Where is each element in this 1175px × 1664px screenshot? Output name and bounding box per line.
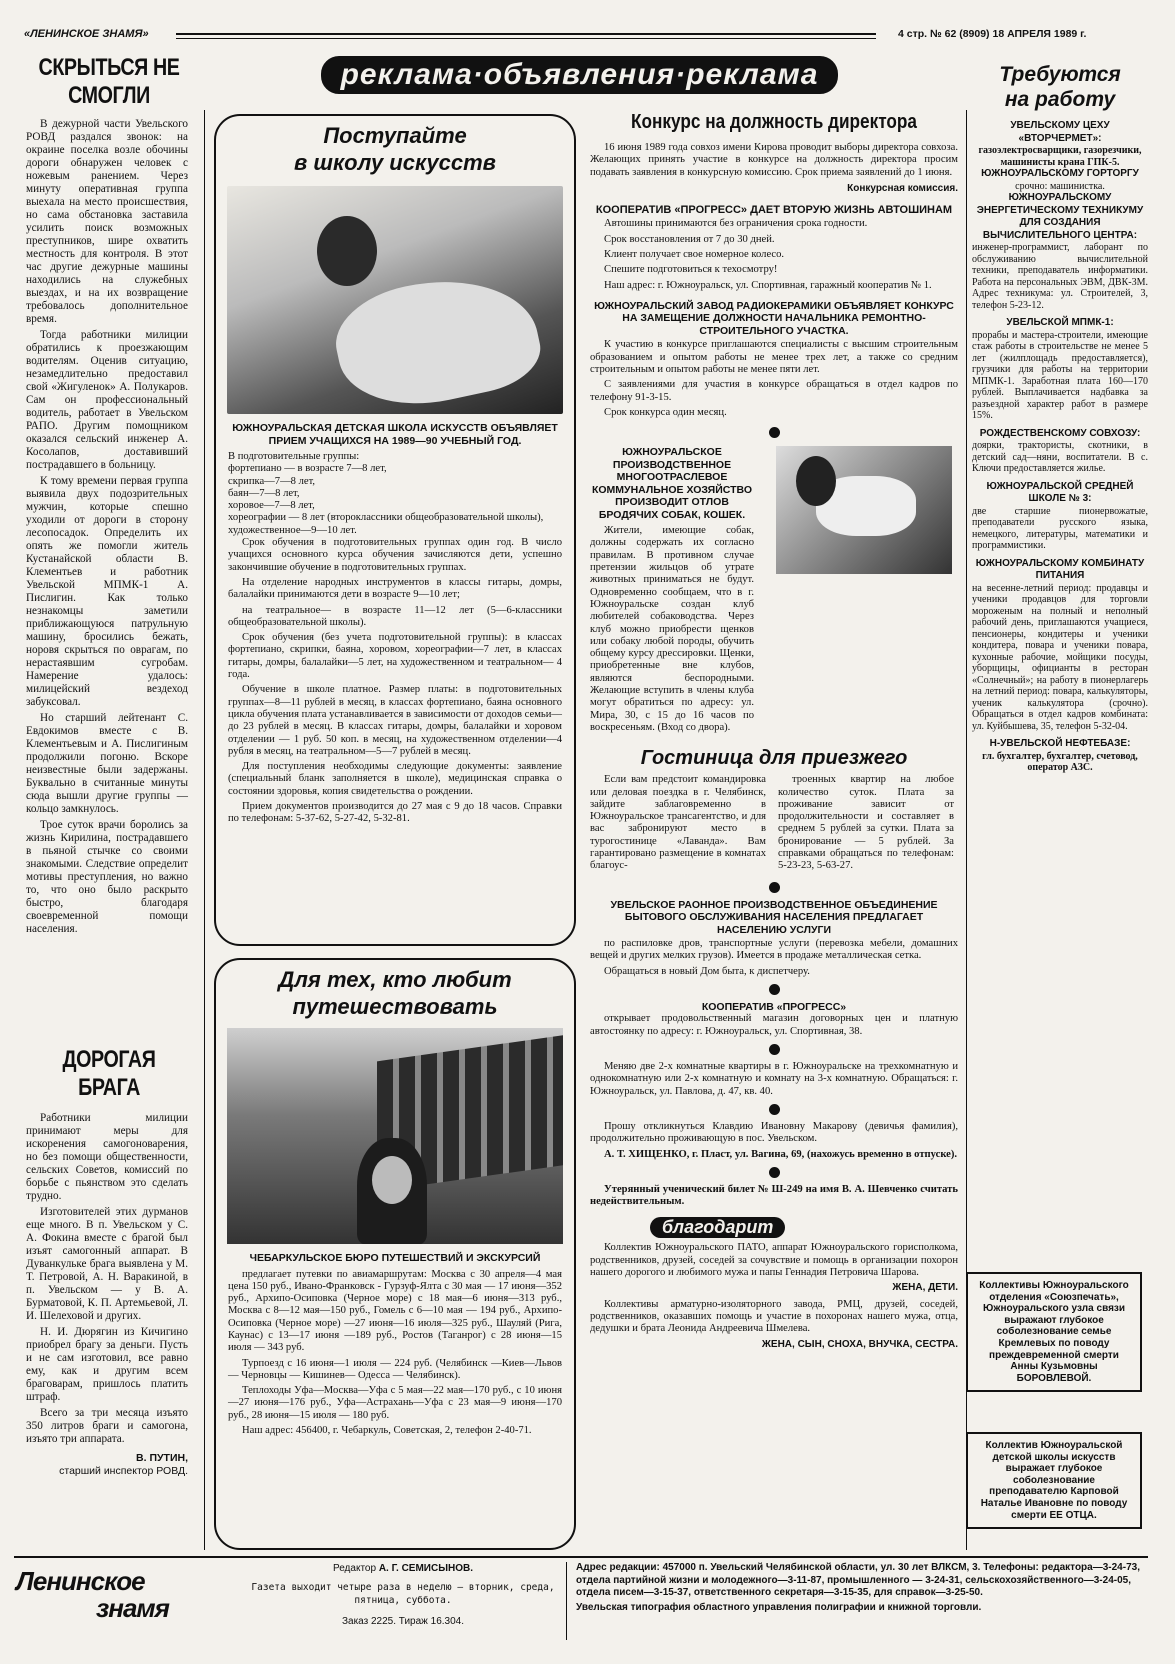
job-block <box>972 168 1148 192</box>
dancer-figure-head <box>317 216 377 286</box>
job-head: УВЕЛЬСКОЙ МПМК-1: <box>1006 317 1114 328</box>
article-body-braga <box>26 1112 188 1478</box>
job-block <box>972 738 1148 774</box>
art-school-headline: ЮЖНОУРАЛЬСКАЯ ДЕТСКАЯ ШКОЛА ИСКУССТВ ОБЪЯВЛЯЕТ ПРИЕМ УЧАЩИХСЯ НА 1989—90 УЧЕБНЫЙ ГОД. <box>232 422 558 447</box>
line: С заявлениями для участия в конкурсе обращаться в отдел кадров по телефону 91-3-15. <box>590 379 958 403</box>
art-school-title-1: Поступайте <box>323 123 467 148</box>
dog-photo <box>776 446 952 574</box>
thanks2: Коллективы арматурно-изоляторного завода, РМЦ, друзей, соседей, родственников, оказавших помощь и участие в похоронах нашего мужа, отца, дедушки и брата Леонида Андреевича Шмелева. <box>590 1298 958 1335</box>
paragraph: К тому времени первая группа выявила двух подозрительных мужчин, которые спешно уходили от дороги в сторону лесопосадок. Определить их опять же помогли житель Кустанайской области В. Клементьев и работник Увельской МПМК-1 А. Пислигин. Как только незнакомцы заметили приближающуюся патрульную машину, бросились бежать, норовя скрыться по оврагам, по нерастаявшим сугробам. Намерение удалось: милицейский вездеход забуксовал. <box>26 475 188 708</box>
paragraph: Тогда работники милиции обратились к проезжающим водителям. Оценив ситуацию, незамедлительно предоставил свой «Жигуленок» А. Полукаров. Сам он профессиональный водитель, работает в Увельском РАПО. Другим помощником оказался сельский инженер А. Косолапов, доставивший пострадавшего в больницу. <box>26 329 188 471</box>
separator-dot <box>769 427 780 438</box>
logo-line-2: знамя <box>96 1593 169 1623</box>
dogs-text: Жители, имеющие собак, должны содержать их согласно правилам. В противном случае претензии жильцов об утрате животных приниматься не будут. Одновременно сообщаем, что в г. Южноуральске создан клуб любителей собаководства. Через клуб можно приобрести щенков или собаку любой породы, обучить общему курсу дрессировки. Щенки, приобретенные вне клубов, являются беспородными. Желающие вступить в члены клуба могут обратиться по адресу: ул. Мира, 30, с 15 до 16 часов по воскресеньям. (Вход со двора). <box>590 525 754 733</box>
editor-name: А. Г. СЕМИСЫНОВ. <box>378 1563 473 1574</box>
job-head: ЮЖНОУРАЛЬСКОМУ ГОРТОРГУ <box>981 168 1139 179</box>
line: художественное—9—10 лет. <box>228 524 357 536</box>
search-text: Прошу откликнуться Клавдию Ивановну Макарову (девичья фамилия), продолжительно проживающую в пос. Увельском. <box>590 1120 958 1145</box>
line: Автошины принимаются без ограничения срока годности. <box>604 218 868 230</box>
services-text2: Обращаться в новый Дом быта, к диспетчеру. <box>604 965 810 977</box>
paragraph: Работники милиции принимают меры для искоренения самогоноварения, но без помощи общественности, сельских Советов, комиссий по борьбе с пьянством это сделать трудно. <box>26 1112 188 1202</box>
contest-title: Конкурс на должность директора <box>630 111 918 133</box>
dog-head <box>796 456 836 506</box>
job-block <box>972 317 1148 422</box>
footer-editor <box>250 1562 556 1628</box>
signature-role: старший инспектор РОВД. <box>59 1465 188 1477</box>
article-body-skrytsya <box>26 118 188 939</box>
traveler-face <box>372 1156 412 1204</box>
job-head: УВЕЛЬСКОМУ ЦЕХУ «ВТОРЧЕРМЕТ»: <box>1010 120 1110 144</box>
editor-label: Редактор <box>332 1563 377 1574</box>
paragraph: Изготовителей этих дурманов еще много. В п. Увельском у С. А. Фокина вместе с брагой был изъят самогонный аппарат. В Дуванкульке брага выявлена у М. Т. Петровой, А. Н. Варакиной, в п. Увельском — у В. А. Бурматовой, К. П. Артемьевой, Л. И. Шелеховой и других. <box>26 1206 188 1322</box>
line: фортепиано — в возрасте 7—8 лет, <box>228 463 387 475</box>
paragraph: Срок обучения (без учета подготовительной группы): в классах фортепиано, скрипки, баяна, хоровом, хореографии—7 лет, в классах гитары, домры, балалайки—5 лет, на художественном и театральном— 4 года. <box>228 632 562 681</box>
dancer-figure-dress <box>327 262 548 414</box>
jobs-title-2: на работу <box>1004 88 1116 111</box>
train-photo <box>227 1028 563 1244</box>
radio-title: ЮЖНОУРАЛЬСКИЙ ЗАВОД РАДИОКЕРАМИКИ ОБЪЯВЛЯЕТ КОНКУРС НА ЗАМЕЩЕНИЕ ДОЛЖНОСТИ НАЧАЛЬНИКА РЕМОНТНО- СТРОИТЕЛЬНОГО УЧАСТКА. <box>594 299 954 337</box>
line: хореографии — 8 лет (второклассники общеобразовательной школы), <box>228 512 544 524</box>
coop2-text: открывает продовольственный магазин договорных цен и платную автостоянку по адресу: г. Южноуральск, ул. Спортивная, 38. <box>590 1013 958 1037</box>
issue-info: 4 стр. № 62 (8909) 18 АПРЕЛЯ 1989 г. <box>898 28 1087 40</box>
job-body: гл. бухгалтер, бухгалтер, счетовод, оператор АЗС. <box>982 750 1138 773</box>
hotel-left: Если вам предстоит командировка или деловая поездка в г. Челябинск, зайдите заблаговременно в Южноуральское трансагентство, и для вас забронируют место в турогостинице «Лаванда». Вам гарантировано размещение в комнатах благоус- <box>590 774 766 872</box>
services-text: по распиловке дров, транспортные услуги (перевозка мебели, домашних вещей и других мелких грузов). Имеется в продаже металлическая сетка. <box>590 938 958 962</box>
separator-dot <box>769 984 780 995</box>
line: Спешите подготовиться к техосмотру! <box>604 264 778 276</box>
job-block <box>972 481 1148 552</box>
signature: В. ПУТИН, <box>136 1452 188 1464</box>
address: Адрес редакции: 457000 п. Увельский Челябинской области, ул. 30 лет ВЛКСМ, 3. Телефоны: редактора—3-24-73, отдела партийной жизни и молодежного—3-11-87, промышленного — 3-24-31, сельскохозяйственного—3-24-05, отдела писем—3-15-37, ответственного секретаря—3-15-35, для справок—3-25-50. <box>576 1562 1140 1599</box>
line: К участию в конкурсе приглашаются специалисты с высшим строительным образованием и опытом работы не менее трех лет, а также со средним строительным и опытом работы не менее пяти лет. <box>590 339 958 375</box>
middle-column <box>590 110 958 1351</box>
condolence-box-2 <box>966 1432 1142 1529</box>
search-sign: А. Т. ХИЩЕНКО, г. Пласт, ул. Вагина, 69, (нахожусь временно в отпуске). <box>604 1148 958 1160</box>
job-head: ЮЖНОУРАЛЬСКОМУ ЭНЕРГЕТИЧЕСКОМУ ТЕХНИКУМУ ДЛЯ СОЗДАНИЯ ВЫЧИСЛИТЕЛЬНОГО ЦЕНТРА: <box>976 192 1144 241</box>
paragraph: Трое суток врачи боролись за жизнь Кирилина, пострадавшего в пьяной стычке со своими знакомыми. Следствие определит мотивы преступления, но важно то, что оно было раскрыто быстро, благодаря своевременной помощи населения. <box>26 819 188 935</box>
thanks-banner-text: благодарит <box>662 1217 774 1238</box>
jobs-title-1: Требуются <box>999 63 1121 86</box>
contest-text: 16 июня 1989 года совхоз имени Кирова проводит выборы директора совхоза. Желающих принять участие в конкурсе на должность директора просим подавать заявления в конкурсную комиссию. Срок приема заявлений до 1 июня. <box>590 142 958 178</box>
job-body: газоэлектросварщики, газорезчики, машинисты крана ГПК-5. <box>978 145 1142 168</box>
article-title-braga: ДОРОГАЯ БРАГА <box>62 1046 156 1101</box>
jobs-column <box>972 62 1148 774</box>
job-body: инженер-программист, лаборант по обслуживанию вычислительной техники, преподаватель информатики. Работа на персональных ЭВМ, ДВК-3М. Адрес техникума: ул. Строителей, 3, телефон 5-23-12. <box>972 242 1148 311</box>
schedule: Газета выходит четыре раза в неделю — вторник, среда, пятница, суббота. <box>251 1582 555 1606</box>
paragraph: На отделение народных инструментов в классы гитары, домры, балалайки принимаются дети в возрасте 9—10 лет; <box>228 576 562 601</box>
thanks2-sign: ЖЕНА, СЫН, СНОХА, ВНУЧКА, СЕСТРА. <box>761 1338 958 1350</box>
separator-dot <box>769 882 780 893</box>
footer-divider <box>566 1562 567 1640</box>
ads-banner-text: реклама·объявления·реклама <box>340 58 819 91</box>
paragraph: Теплоходы Уфа—Москва—Уфа с 5 мая—22 мая—170 руб., с 10 июня—27 июня—176 руб., Уфа—Астрахань—Уфа с 23 мая—9 июня—170 руб., 28 июня—15 июля — 180 руб. <box>228 1385 562 1421</box>
paragraph: Прием документов производится до 27 мая с 9 до 18 часов. Справки по телефонам: 5-37-62, 5-27-42, 5-32-81. <box>228 801 562 825</box>
job-body: срочно: машинистка. <box>1015 180 1105 192</box>
paragraph: предлагает путевки по авиамаршрутам: Москва с 30 апреля—4 мая цена 150 руб., Ивано-Франковск - Гурзуф-Ялта с 30 мая — 17 июня—352 руб., Архипо-Осиповка (Черное море) с 18 мая—6 июня—313 руб., Москва с 8—12 мая—150 руб., Гомель с 6—10 мая — 194 руб., Архипо-Осиповка (Черное море) —27 июня—16 июля—325 руб., Шауляй (Рига, Каунас) с 13—17 июня —189 руб., Ростов (Таганрог) с 28 июня—15 июля — 343 руб. <box>228 1268 562 1354</box>
thanks1: Коллектив Южноуральского ПАТО, аппарат Южноуральского горисполкома, родственников, друзей, соседей за сочувствие и помощь в организации похорон нашего дорогого и любимого мужа и папы Геннадия Петровича Шарова. <box>590 1242 958 1279</box>
art-school-body <box>228 451 562 826</box>
masthead-rule <box>176 33 876 35</box>
masthead-rule-thin <box>176 38 876 39</box>
paragraph: Но старший лейтенант С. Евдокимов вместе с В. Клементьевым и А. Пислигиным продолжили погоню. Вскоре неизвестные были задержаны. Буквально в считанные минуты сюда вышли другие группы — кольцо замкнулось. <box>26 712 188 815</box>
line: Срок конкурса один месяц. <box>604 406 727 418</box>
job-head: ЮЖНОУРАЛЬСКОЙ СРЕДНЕЙ ШКОЛЕ № 3: <box>986 480 1134 504</box>
logo-line-1: Ленинское <box>16 1566 145 1596</box>
order: Заказ 2225. Тираж 16.304. <box>341 1616 465 1627</box>
separator-dot <box>769 1104 780 1115</box>
coop-tires-body <box>590 218 958 291</box>
dogs-title: ЮЖНОУРАЛЬСКОЕ ПРОИЗВОДСТВЕННОЕ МНОГООТРАСЛЕВОЕ КОММУНАЛЬНОЕ ХОЗЯЙСТВО ПРОИЗВОДИТ ОТЛОВ БРОДЯЧИХ СОБАК, КОШЕК. <box>591 446 752 521</box>
line: Наш адрес: г. Южноуральск, ул. Спортивная, гаражный кооператив № 1. <box>604 279 932 291</box>
job-body: доярки, трактористы, скотники, в детский сад—няни, воспитатели. В с. Ключи предоставляется жилье. <box>972 440 1148 474</box>
separator-dot <box>769 1044 780 1055</box>
lost-text: Утерянный ученический билет № Ш-249 на имя В. А. Шевченко считать недействительным. <box>590 1183 958 1208</box>
paragraph: на театральное— в возрасте 11—12 лет (5—6-классники общеобразовательной школы). <box>228 604 562 628</box>
condolence-text: Коллектив Южноуральской детской школы искусств выражает глубокое соболезнование преподавателю Карповой Наталье Ивановне по поводу смерти ЕЕ ОТЦА. <box>980 1440 1128 1521</box>
footer-address <box>576 1562 1148 1614</box>
job-head: ЮЖНОУРАЛЬСКОМУ КОМБИНАТУ ПИТАНИЯ <box>975 557 1145 581</box>
job-block <box>972 558 1148 733</box>
paragraph: Всего за три месяца изъято 350 литров браги и самогона, изъято три аппарата. <box>26 1407 188 1445</box>
art-school-ad <box>214 114 576 946</box>
swap-text: Меняю две 2-х комнатные квартиры в г. Южноуральске на трехкомнатную и однокомнатную или 2-х комнатную и комнату на 3-х комнатную. Обращаться: г. Южноуральск, ул. Павлова, д. 47, кв. 40. <box>590 1061 958 1097</box>
paper-name: «ЛЕНИНСКОЕ ЗНАМЯ» <box>24 28 149 40</box>
job-body: на весенне-летний период: продавцы и ученики продавцов для торговли мороженым на полный и неполный рабочий день, приглашаются учащиеся, пенсионеры, кондитеры и ученики кондитера, повара и ученики повара, кухонные рабочие, мойщики посуды, уборщицы, официанты в ресторан «Солнечный»; на работу в пионерлагерь на летний период: повара, калькуляторы, ученик калькулятора (срочно). Обращаться в отдел кадров комбината: ул. Куйбышева, 35, телефон 5-32-04. <box>972 582 1148 732</box>
printer: Увельская типография областного управления полиграфии и книжной торговли. <box>576 1601 982 1613</box>
job-block <box>972 192 1148 311</box>
thanks-banner <box>650 1217 785 1238</box>
coop-tires-title: КООПЕРАТИВ «ПРОГРЕСС» ДАЕТ ВТОРУЮ ЖИЗНЬ АВТОШИНАМ <box>595 203 953 216</box>
dancer-photo <box>227 186 563 414</box>
travel-title-1: Для тех, кто любит <box>278 967 512 992</box>
job-body: две старшие пионервожатые, преподаватели русского языка, немецкого, литературы, математики и программистики. <box>972 505 1148 551</box>
line: В подготовительные группы: <box>228 451 360 462</box>
travel-title-2: путешествовать <box>292 994 498 1019</box>
thanks1-sign: ЖЕНА, ДЕТИ. <box>892 1282 958 1294</box>
paragraph: Н. И. Дюрягин из Кичигино приобрел брагу за деньги. Пусть и не сам изготовил, все равно ему, как и другим всем браговарам, пришлось платить штраф. <box>26 1326 188 1403</box>
job-block <box>972 120 1148 168</box>
line: хоровое—7—8 лет, <box>228 500 315 512</box>
art-school-title-2: в школу искусств <box>294 150 496 175</box>
line: Срок восстановления от 7 до 30 дней. <box>604 233 775 245</box>
job-head: Н-УВЕЛЬСКОЙ НЕФТЕБАЗЕ: <box>989 738 1131 749</box>
job-body: прорабы и мастера-строители, имеющие стаж работы в строительстве не менее 5 лет (жилплощадь предоставляется), грузчики для работы на территории МПМК-1. Заработная плата 160—170 рублей. Выплачивается надбавка за разъездной характер работ в размере 15%. <box>972 329 1148 421</box>
footer-rule <box>14 1556 1148 1558</box>
paragraph: В дежурной части Увельского РОВД раздался звонок: на окраине поселка возле обочины дороги обнаружен человек с ножевым ранением. Через минуту оперативная группа выехала на место происшествия, но сама обстановка заставила усилить поиск возможных преступников, шире охватить местность для контроля. В этот час другие дежурные машины находились на служебных выездах, и на их возвращение требовалось дополнительное время. <box>26 118 188 325</box>
condolence-box-1 <box>966 1272 1142 1392</box>
hotel-title: Гостиница для приезжего <box>640 747 908 770</box>
ads-banner <box>282 54 877 96</box>
line: Клиент получает свое номерное колесо. <box>604 248 785 260</box>
coop2-title: КООПЕРАТИВ «ПРОГРЕСС» <box>701 1000 847 1013</box>
line: баян—7—8 лет, <box>228 487 300 499</box>
column-divider <box>204 110 205 1550</box>
condolence-text: Коллективы Южноуральского отделения «Союзпечать», Южноуральского узла связи выражают глубокое соболезнование семье Кремлевых по поводу преждевременной смерти Анны Кузьмовны БОРОВЛЕВОЙ. <box>979 1280 1129 1384</box>
line: скрипка—7—8 лет, <box>228 475 316 487</box>
job-head: РОЖДЕСТВЕНСКОМУ СОВХОЗУ: <box>979 427 1141 439</box>
footer-logo <box>16 1568 238 1630</box>
paragraph: Обучение в школе платное. Размер платы: в подготовительных группах—8—11 рублей в месяц, в классах фортепиано, баяна основного цикла обучения плата устанавливается в зависимости от доходов семьи— до 23 рублей в месяц. В классах гитары, домры, балалайки и хоровом отделении — 1 руб. 50 коп. в месяц, на художественном отделении—4 рубля в месяц, на театральном—5—7 рублей в месяц. <box>228 684 562 757</box>
paragraph: Наш адрес: 456400, г. Чебаркуль, Советская, 2, телефон 2-40-71. <box>242 1425 532 1437</box>
radio-body <box>590 339 958 419</box>
contest-sign: Конкурсная комиссия. <box>847 182 958 194</box>
hotel-right: троенных квартир на любое количество суток. Плата за проживание зависит от продолжительности и составляет в среднем 5 рублей за сутки. Плата за бронирование — 5 рублей. За справками обращаться по телефонам: 5-23-23, 5-63-27. <box>778 774 954 872</box>
services-title: УВЕЛЬСКОЕ РАОННОЕ ПРОИЗВОДСТВЕННОЕ ОБЪЕДИНЕНИЕ БЫТОВОГО ОБСЛУЖИВАНИЯ НАСЕЛЕНИЯ ПРЕДЛАГАЕТ НАСЕЛЕНИЮ УСЛУГИ <box>610 898 938 936</box>
travel-ad <box>214 958 576 1550</box>
paragraph: Турпоезд с 16 июня—1 июля — 224 руб. (Челябинск —Киев—Львов — Черновцы — Кишинев— Одесса — Челябинск). <box>228 1357 562 1381</box>
travel-body <box>228 1269 562 1438</box>
paragraph: Для поступления необходимы следующие документы: заявление (специальный бланк заполняется в школе), медицинская справка о состоянии здоровья, копия свидетельства о рождении. <box>228 761 562 797</box>
travel-headline: ЧЕБАРКУЛЬСКОЕ БЮРО ПУТЕШЕСТВИЙ И ЭКСКУРСИЙ <box>249 1252 541 1264</box>
separator-dot <box>769 1167 780 1178</box>
article-title-skrytsya: СКРЫТЬСЯ НЕ СМОГЛИ <box>38 54 180 109</box>
paragraph: Срок обучения в подготовительных группах один год. В число учащихся основного курса обучения зачисляются дети, успешно закончившие обучение в подготовительных группах. <box>228 537 562 573</box>
job-block <box>972 428 1148 475</box>
